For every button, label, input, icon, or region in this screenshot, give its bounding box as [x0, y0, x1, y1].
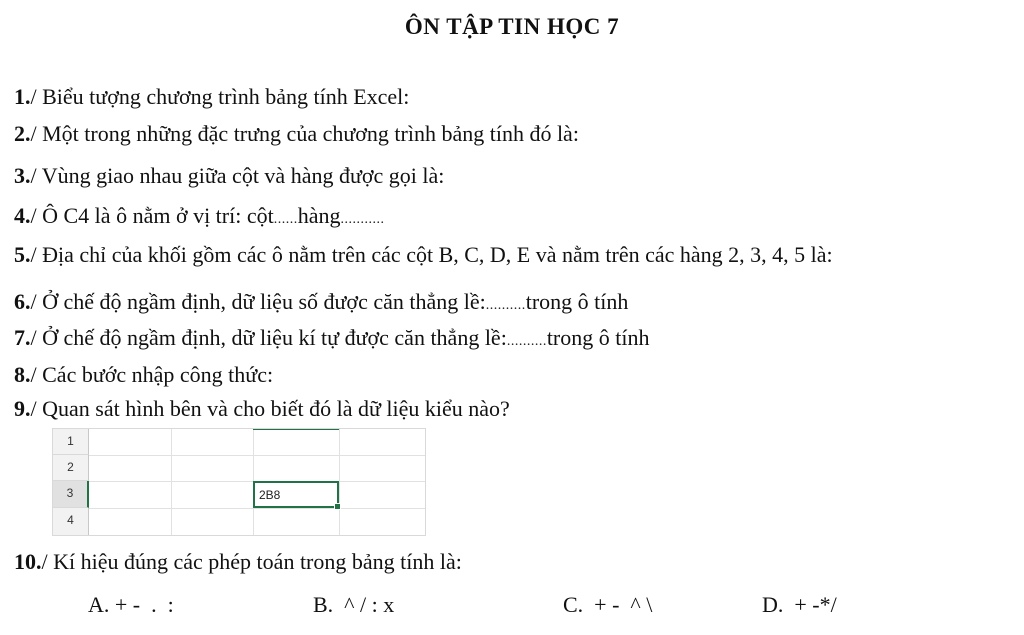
question-text-after: trong ô tính [546, 325, 650, 350]
row-header-3: 3 [53, 481, 89, 508]
blank-dots: .......... [485, 298, 526, 313]
question-9: 9./ Quan sát hình bên và cho biết đó là dữ liệu kiểu nào? [14, 396, 510, 421]
question-2: 2./ Một trong những đặc trưng của chương trình bảng tính đó là: [14, 121, 579, 146]
active-cell [253, 481, 339, 508]
option-b: B. ^ / : x [313, 592, 395, 617]
spreadsheet-snippet [52, 428, 426, 536]
question-text: Quan sát hình bên và cho biết đó là dữ liệu kiểu nào? [36, 396, 510, 421]
question-number: 1. [14, 84, 31, 109]
gridline [89, 455, 425, 456]
gridline [339, 429, 340, 535]
question-text: Địa chỉ của khối gồm các ô nằm trên các cột B, C, D, E và nằm trên các hàng 2, 3, 4, 5 là: [36, 242, 833, 267]
answer-options [0, 592, 1024, 622]
question-1: 1./ Biểu tượng chương trình bảng tính Excel: [14, 84, 410, 109]
question-text-mid: hàng [297, 203, 341, 228]
question-text: Ở chế độ ngầm định, dữ liệu kí tự được căn thẳng lề: [36, 325, 507, 350]
question-number: 3. [14, 163, 31, 188]
cell-value: 2B8 [259, 488, 281, 502]
row-header-2: 2 [53, 455, 89, 481]
row-header-1: 1 [53, 429, 89, 455]
question-5: 5./ Địa chỉ của khối gồm các ô nằm trên các cột B, C, D, E và nằm trên các hàng 2, 3, 4, 5 là: [14, 242, 833, 267]
gridline [171, 429, 172, 535]
question-text: Vùng giao nhau giữa cột và hàng được gọi là: [36, 163, 445, 188]
blank-dots: .......... [506, 334, 547, 349]
question-number: 4. [14, 203, 31, 228]
blank-dots: ........... [340, 212, 385, 227]
question-number: 10. [14, 549, 42, 574]
question-4: 4./ Ô C4 là ô nằm ở vị trí: cột......hàng........... [14, 203, 385, 228]
question-text: Các bước nhập công thức: [36, 362, 274, 387]
question-10: 10./ Kí hiệu đúng các phép toán trong bảng tính là: [14, 549, 462, 574]
question-text: Kí hiệu đúng các phép toán trong bảng tính là: [47, 549, 462, 574]
question-number: 6. [14, 289, 31, 314]
question-text: Ô C4 là ô nằm ở vị trí: cột [36, 203, 274, 228]
question-8: 8./ Các bước nhập công thức: [14, 362, 274, 387]
question-number: 2. [14, 121, 31, 146]
question-number: 7. [14, 325, 31, 350]
page-title: ÔN TẬP TIN HỌC 7 [404, 14, 620, 39]
question-6: 6./ Ở chế độ ngầm định, dữ liệu số được căn thẳng lề:..........trong ô tính [14, 289, 629, 314]
question-text-after: trong ô tính [525, 289, 629, 314]
fill-handle [334, 503, 341, 510]
question-7: 7./ Ở chế độ ngầm định, dữ liệu kí tự được căn thẳng lề:..........trong ô tính [14, 325, 650, 350]
question-number: 8. [14, 362, 31, 387]
question-text: Ở chế độ ngầm định, dữ liệu số được căn thẳng lề: [36, 289, 486, 314]
blank-dots: ...... [273, 212, 298, 227]
gridline [89, 508, 425, 509]
option-d: D. + -*/ [762, 592, 837, 617]
question-number: 9. [14, 396, 31, 421]
question-text: Một trong những đặc trưng của chương trình bảng tính đó là: [36, 121, 579, 146]
question-3: 3./ Vùng giao nhau giữa cột và hàng được gọi là: [14, 163, 445, 188]
question-text: Biểu tượng chương trình bảng tính Excel: [36, 84, 410, 109]
question-number: 5. [14, 242, 31, 267]
selected-column-mark [253, 429, 339, 430]
row-header-4: 4 [53, 508, 89, 535]
option-a: A. + - . : [88, 592, 174, 617]
option-c: C. + - ^ \ [563, 592, 653, 617]
